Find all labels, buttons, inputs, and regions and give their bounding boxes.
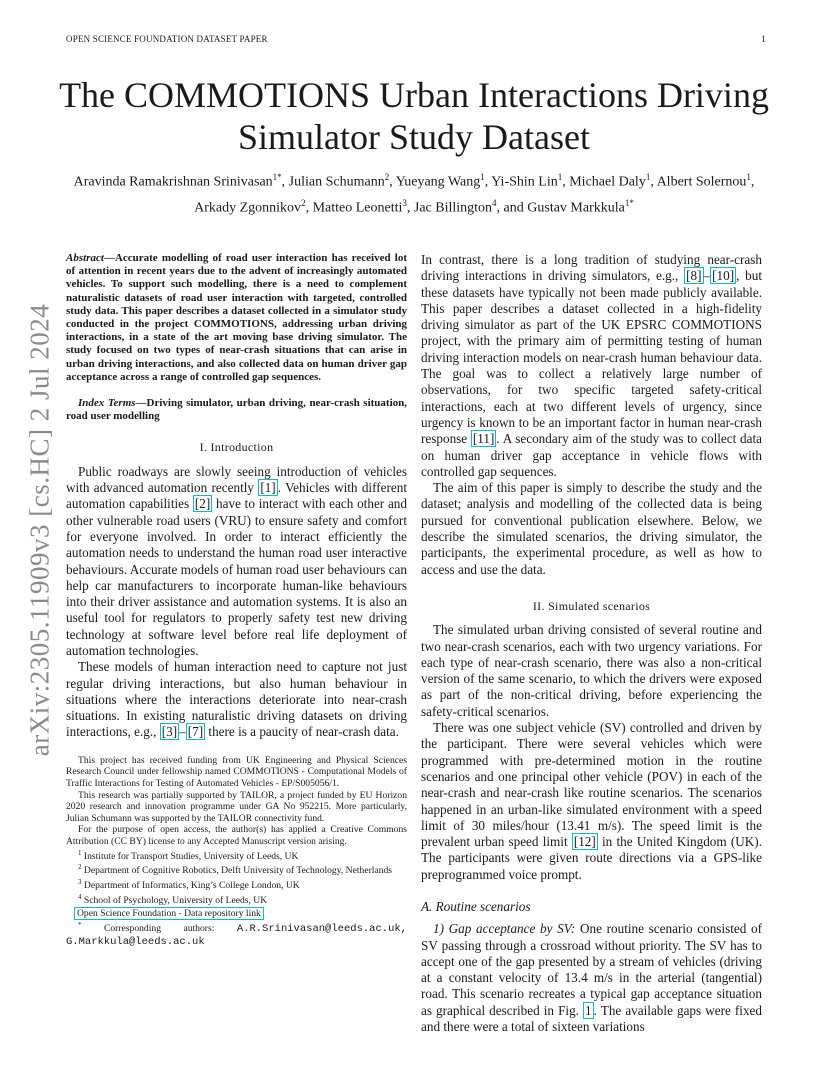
paper-title: The COMMOTIONS Urban Interactions Driving Simulator Study Dataset bbox=[59, 75, 769, 157]
footnote-affiliation: $^2$ Department of Cognitive Robotics, Delft University of Technology, Netherlands bbox=[78, 863, 393, 877]
section-heading-introduction: I. Introduction bbox=[199, 440, 274, 455]
data-repository-link[interactable]: Open Science Foundation - Data repository link bbox=[74, 907, 264, 921]
author-list: Aravinda Ramakrishnan Srinivasan$^{1*}$, Julian Schumann$^2$, Yueyang Wang$^1$, Yi-Shin Lin$^1$, Michael Daly$^1$, Albert Solernou$^1$, Arkady Zgonnikov$^2$, Matteo Leonetti$^3$, Jac Billington$^4$, and Gustav Markkula$^{1*}$ bbox=[73, 172, 755, 216]
author: Arkady Zgonnikov bbox=[194, 200, 302, 216]
section-heading-scenarios: II. Simulated scenarios bbox=[532, 598, 651, 613]
citation-link[interactable]: [3] bbox=[161, 724, 178, 740]
intro-paragraph: These models of human interaction need to capture not just regular driving interactions, but also human behaviour in situations where the interactions deteriorate into near-crash situations. In existing naturalistic driving datasets on driving interactions, e.g., [3] – [7] there is a paucity of near-crash data. bbox=[66, 659, 407, 740]
arxiv-stamp: arXiv:2305.11909v3 [cs.HC] 2 Jul 2024 bbox=[24, 303, 55, 757]
citation-link[interactable]: [1] bbox=[260, 480, 276, 496]
footnote-affiliation: $^1$ Institute for Transport Studies, University of Leeds, UK bbox=[78, 848, 299, 862]
figure-link[interactable]: 1 bbox=[585, 1002, 592, 1018]
index-terms-label: Index Terms bbox=[78, 397, 136, 410]
footnote-funding: This project has received funding from UK Engineering and Physical Sciences Research Council under fellowship named COMMOTIONS - Computational Models of Traffic Interactions for Testing of Automated Vehicles - EP/S005056/1. bbox=[66, 754, 407, 789]
subsection-heading-routine: A. Routine scenarios bbox=[421, 898, 531, 914]
footnote-open-access: For the purpose of open access, the author(s) has applied a Creative Commons Attribution (CC BY) license to any Accepted Manuscript version arising. bbox=[66, 824, 407, 847]
footnote-corresponding: * Corresponding authors: A.R.Srinivasan@leeds.ac.uk, G.Markkula@leeds.ac.uk bbox=[66, 921, 407, 949]
author: Yi-Shin Lin bbox=[491, 174, 558, 190]
author: Aravinda Ramakrishnan Srinivasan bbox=[73, 174, 273, 190]
scenarios-paragraph: There was one subject vehicle (SV) controlled and driven by the participant. There were several vehicles which were programmed with pre-determined motion in the routine scenarios and one principal other vehicle (POV) in each of the near-crash and near-crash like routine scenarios. The scenarios happened in an urban-like simulated environment with a speed limit of 30 miles/hour (13.41 m/s). The speed limit is the prevalent urban speed limit [12] in the United Kingdom (UK). The participants were given route directions via a GPS-like preprogrammed voice prompt. bbox=[421, 720, 762, 882]
right-column bbox=[421, 252, 762, 1035]
index-terms: Index Terms—Driving simulator, urban driving, near-crash situation, road user modelling bbox=[66, 397, 407, 423]
footnotes bbox=[66, 755, 407, 949]
citation-link[interactable]: [10] bbox=[712, 268, 735, 284]
citation-link[interactable]: [7] bbox=[187, 724, 204, 740]
author: Matteo Leonetti bbox=[312, 200, 403, 216]
scenarios-paragraph: The simulated urban driving consisted of several routine and two near-crash scenarios, each with two urgency variations. For each type of near-crash scenario, there was also a non-critical version of the same scenario, to which the drivers were exposed as part of the non-critical driving, before experiencing the safety-critical scenarios. bbox=[421, 622, 762, 719]
author: Albert Solernou bbox=[656, 174, 747, 190]
citation-link[interactable]: [12] bbox=[573, 834, 596, 850]
subsubsection-title: 1) Gap acceptance by SV: bbox=[433, 921, 576, 937]
intro-paragraph: The aim of this paper is simply to describe the study and the dataset; analysis and modelling of the collected data is being pursued for conventional publication elsewhere. Below, we describe the simulated scenarios, the driving simulator, the participants, the experimental procedure, as well as how to access and use the data. bbox=[421, 480, 762, 577]
footnote-tailor: This research was partially supported by TAILOR, a project funded by EU Horizon 2020 research and innovation programme under GA No 952215. More particularly, Julian Schumann was supported by the TAILOR connectivity fund. bbox=[66, 789, 407, 824]
abstract-label: Abstract bbox=[66, 252, 104, 264]
footnote-affiliation: $^3$ Department of Informatics, King’s College London, UK bbox=[78, 878, 300, 892]
citation-link[interactable]: [8] bbox=[686, 268, 702, 284]
citation-link[interactable]: [11] bbox=[472, 431, 495, 447]
intro-paragraph: Public roadways are slowly seeing introduction of vehicles with advanced automation recently [1] . Vehicles with different automation capabilities [2] have to interact with each other and other vulnerable road users (VRU) to ensure safety and comfort for everyone involved. In order to interact efficiently the automation needs to understand the human road user interactive behaviours. Accurate models of human road user behaviours can help car manufacturers to incorporate human-like behaviours into their driver assistance and automation systems. It is also an useful tool for regulators to properly safety test new driving technology at software level before real life deployment of automation technologies. bbox=[66, 463, 407, 658]
author: Julian Schumann bbox=[288, 174, 385, 190]
left-column bbox=[66, 252, 407, 949]
page-number: 1 bbox=[761, 34, 766, 44]
routine-paragraph: 1) Gap acceptance by SV: One routine scenario consisted of SV passing through a crossroad without priority. The SV has to accept one of the gap presented by a stream of vehicles (driving at a constant velocity of 13.4 m/s in the arterial (tangential) road. This scenario recreates a typical gap acceptance situation as graphical described in Fig. 1 . The available gaps were fixed and there were a total of sixteen variations bbox=[421, 921, 763, 1035]
author: Gustav Markkula bbox=[527, 200, 625, 216]
abstract: Abstract—Accurate modelling of road user interaction has received lot of attention in recent years due to the advent of increasingly automated vehicles. To support such modelling, there is a need to complement naturalistic datasets of road user interaction with targeted, controlled study data. This paper describes a dataset collected in a simulator study conducted in the project COMMOTIONS, addressing urban driving interactions, in a state of the art moving base driving simulator. The study focused on two types of near-crash situations that can arise in urban driving interactions, and also collected data on human driver gap acceptance across a range of controlled gap sequences. bbox=[66, 252, 407, 383]
author: Michael Daly bbox=[569, 174, 646, 190]
citation-link[interactable]: [2] bbox=[194, 496, 211, 512]
footnote-affiliation: $^4$ School of Psychology, University of Leeds, UK bbox=[78, 892, 268, 907]
running-header-left: OPEN SCIENCE FOUNDATION DATASET PAPER bbox=[66, 34, 268, 44]
intro-paragraph: In contrast, there is a long tradition of studying near-crash driving interactions in driving simulators, e.g., [8] – [10] , but these datasets have typically not been made publicly available. This paper describes a dataset collected in a high-fidelity driving simulator as part of the UK EPSRC COMMOTIONS project, with the primary aim of permitting testing of human driving interaction models on near-crash human behaviour data. The goal was to collect a relatively large number of observations, for two specific targeted safety-critical interactions, each at two different levels of urgency, since urgency is known to be an important factor in human near-crash response [11] . A secondary aim of the study was to collect data on human driver gap acceptance in vehicle flows with controlled gap sequences. bbox=[421, 252, 763, 479]
author: Jac Billington bbox=[413, 200, 493, 216]
author: Yueyang Wang bbox=[395, 174, 481, 190]
